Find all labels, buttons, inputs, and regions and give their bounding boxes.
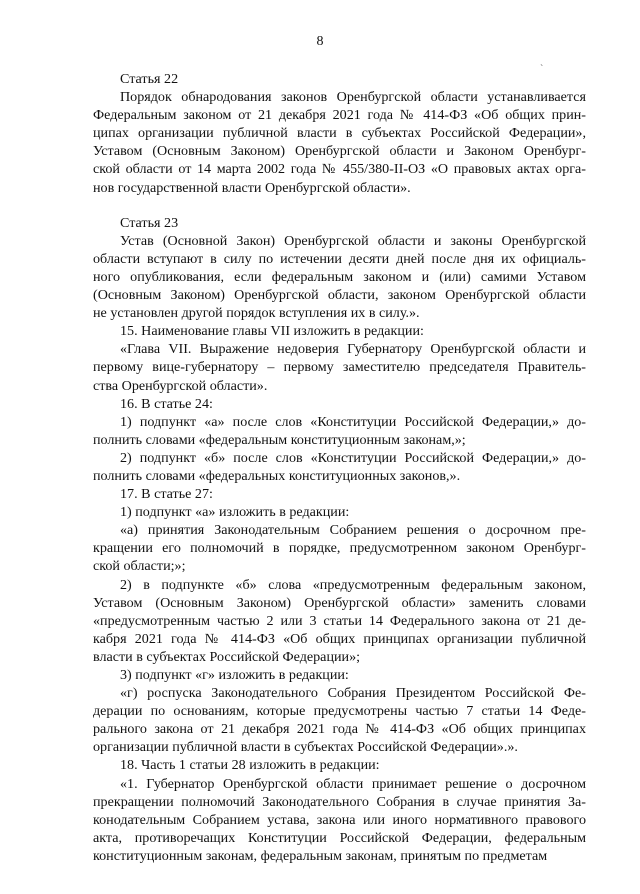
text-line: 2) в подпункте «б» слова «предусмотренным федеральным законом, [120, 576, 586, 593]
text-line: ской области;»; [93, 558, 186, 575]
text-line: «1. Губернатор Оренбургской области принимает решение о досрочном [120, 775, 586, 792]
article-heading [93, 214, 586, 232]
paragraph [93, 395, 586, 413]
text-line: «предусмотренным частью 2 или 3 статьи 14 Федерального закона от 21 де- [93, 612, 586, 629]
text-line: власти в субъектах Российской Федерации»; [93, 648, 361, 665]
text-line: области вступают в силу по истечении десяти дней после дня их официаль- [93, 250, 586, 267]
paragraph [93, 756, 586, 774]
text-line: Порядок обнародования законов Оренбургской области устанавливается [120, 89, 586, 106]
text-line: 2) подпункт «б» после слов «Конституции Российской Федерации,» до- [120, 449, 586, 466]
paragraph [93, 322, 586, 340]
text-line: ного опубликования, если федеральным законом и (или) самими Уставом [93, 268, 586, 285]
corner-mark: ` [540, 64, 544, 75]
text-line: «г) роспуска Законодательного Собрания Президентом Российской Фе- [120, 685, 586, 702]
text-line: ской области от 14 марта 2002 года № 455/380-II-ОЗ «О правовых актах орга- [93, 161, 586, 178]
text-line: 1) подпункт «а» изложить в редакции: [120, 504, 350, 521]
text-line: 16. В статье 24: [120, 395, 213, 412]
text-line: конодательным Собранием устава, закона или иного нормативного правового [93, 811, 586, 828]
text-line: кабря 2021 года № 414-ФЗ «Об общих принципах организации публичной [93, 630, 586, 647]
paragraph [93, 521, 586, 575]
paragraph [93, 775, 586, 865]
text-line: нов государственной власти Оренбургской области». [93, 179, 411, 196]
article-heading [93, 70, 586, 88]
paragraph [93, 232, 586, 322]
text-line: 1) подпункт «а» после слов «Конституции Российской Федерации,» до- [120, 413, 586, 430]
text-line: Федеральным законом от 21 декабря 2021 года № 414-ФЗ «Об общих прин- [93, 107, 586, 124]
paragraph [93, 503, 586, 521]
text-line: ципах организации публичной власти в субъектах Российской Федерации», [93, 125, 586, 142]
text-line: полнить словами «федеральным конституционным законам,»; [93, 431, 466, 448]
text-line: Уставом (Основным Законом) Оренбургской области и Законом Оренбург- [93, 143, 586, 160]
text-line: 15. Наименование главы VII изложить в редакции: [120, 323, 424, 340]
text-line: первому вице-губернатору – первому заместителю председателя Правитель- [93, 359, 586, 376]
paragraph [93, 485, 586, 503]
text-line: «а) принятия Законодательным Собранием решения о досрочном пре- [120, 522, 586, 539]
text-line: дерации по основаниям, которые предусмотрены частью 7 статьи 14 Феде- [93, 703, 586, 720]
paragraph [93, 88, 586, 197]
text-line: рального закона от 21 декабря 2021 года № 414-ФЗ «Об общих принципах [93, 721, 586, 738]
text-line: Устав (Основной Закон) Оренбургской области и законы Оренбургской [120, 232, 586, 249]
paragraph [93, 413, 586, 449]
text-line: кращении его полномочий в порядке, предусмотренном законом Оренбург- [93, 540, 586, 557]
text-line: 17. В статье 27: [120, 486, 213, 503]
text-line: 18. Часть 1 статьи 28 изложить в редакции: [120, 757, 380, 774]
paragraph [93, 576, 586, 666]
document-body [93, 70, 586, 865]
blank-line [93, 197, 586, 214]
paragraph [93, 340, 586, 394]
text-line: «Глава VII. Выражение недоверия Губернатору Оренбургской области и [120, 341, 586, 358]
text-line: Статья 23 [120, 214, 179, 231]
paragraph [93, 666, 586, 684]
page-number: 8 [316, 34, 324, 49]
text-line: ства Оренбургской области». [93, 377, 268, 394]
text-line: полнить словами «федеральных конституционных законов,». [93, 467, 461, 484]
paragraph [93, 449, 586, 485]
text-line: (Основным Законом) Оренбургской области, законом Оренбургской области [93, 287, 586, 304]
text-line: акта, противоречащих Конституции Российской Федерации, федеральным [93, 829, 586, 846]
text-line: не установлен другой порядок вступления их в силу.». [93, 305, 420, 322]
paragraph [93, 684, 586, 756]
text-line: конституционным законам, федеральным законам, принятым по предметам [93, 847, 548, 864]
text-line: организации публичной власти в субъектах Российской Федерации».». [93, 739, 518, 756]
text-line: Уставом (Основным Законом) Оренбургской области» заменить словами [93, 594, 586, 611]
text-line: Статья 22 [120, 71, 179, 87]
text-line: прекращении полномочий Законодательного Собрания в случае принятия За- [93, 793, 586, 810]
text-line: 3) подпункт «г» изложить в редакции: [120, 667, 349, 683]
